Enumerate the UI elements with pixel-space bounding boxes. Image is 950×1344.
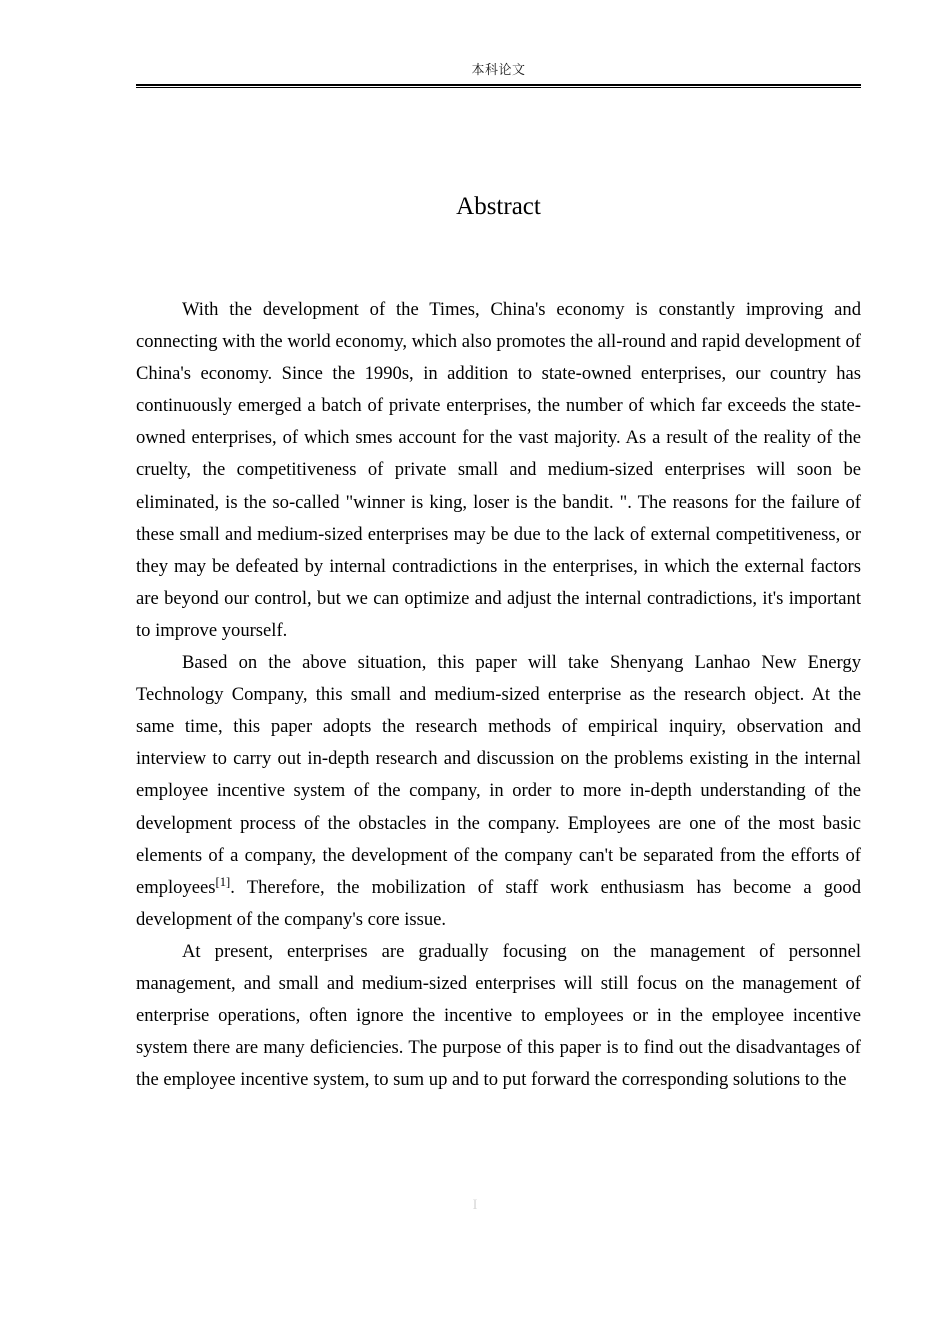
page-header — [136, 62, 861, 88]
paragraph-1: With the development of the Times, China's economy is constantly improving and connecting with the world economy, which also promotes the all-round and rapid development of China's economy. Since the 1990s, in addition to state-owned enterprises, our country has continuously emerged a batch of private enterprises, the number of which far exceeds the state-owned enterprises, of which smes account for the vast majority. As a result of the reality of the cruelty, the competitiveness of private small and medium-sized enterprises will soon be eliminated, is the so-called "winner is king, loser is the bandit. ". The reasons for the failure of these small and medium-sized enterprises may be due to the lack of external competitiveness, or they may be defeated by internal contradictions in the enterprises, in which the external factors are beyond our control, but we can optimize and adjust the internal contradictions, it's important to improve yourself. — [136, 299, 861, 641]
header-double-rule — [136, 84, 861, 88]
page-number-marker: I — [472, 1197, 478, 1213]
header-title-text: 本科论文 — [471, 63, 526, 78]
paragraph-2-text-after-citation: . Therefore, the mobilization of staff work enthusiasm has become a good development of the company's core issue. — [136, 876, 861, 930]
abstract-body — [136, 294, 861, 1096]
paragraph-2-text-before-citation: Based on the above situation, this paper will take Shenyang Lanhao New Energy Technology Company, this small and medium-sized enterprise as the research object. At the same time, this paper adopts the research methods of empirical inquiry, observation and interview to carry out in-depth research and discussion on the problems existing in the internal employee incentive system of the company, in order to more in-depth understanding of the development process of the obstacles in the company. Employees are one of the most basic elements of a company, the development of the company can't be separated from the efforts of employees — [136, 652, 861, 898]
page-title: Abstract — [456, 193, 541, 220]
header-rule-thin — [136, 87, 861, 88]
paragraph-3: At present, enterprises are gradually focusing on the management of personnel management, and small and medium-sized enterprises will still focus on the management of enterprise operations, often ignore the incentive to employees or in the employee incentive system there are many deficiencies. The purpose of this paper is to find out the disadvantages of the employee incentive system, to sum up and to put forward the corresponding solutions to the — [136, 940, 861, 1091]
paragraph-2 — [136, 647, 861, 936]
citation-reference-1: [1] — [215, 874, 231, 889]
